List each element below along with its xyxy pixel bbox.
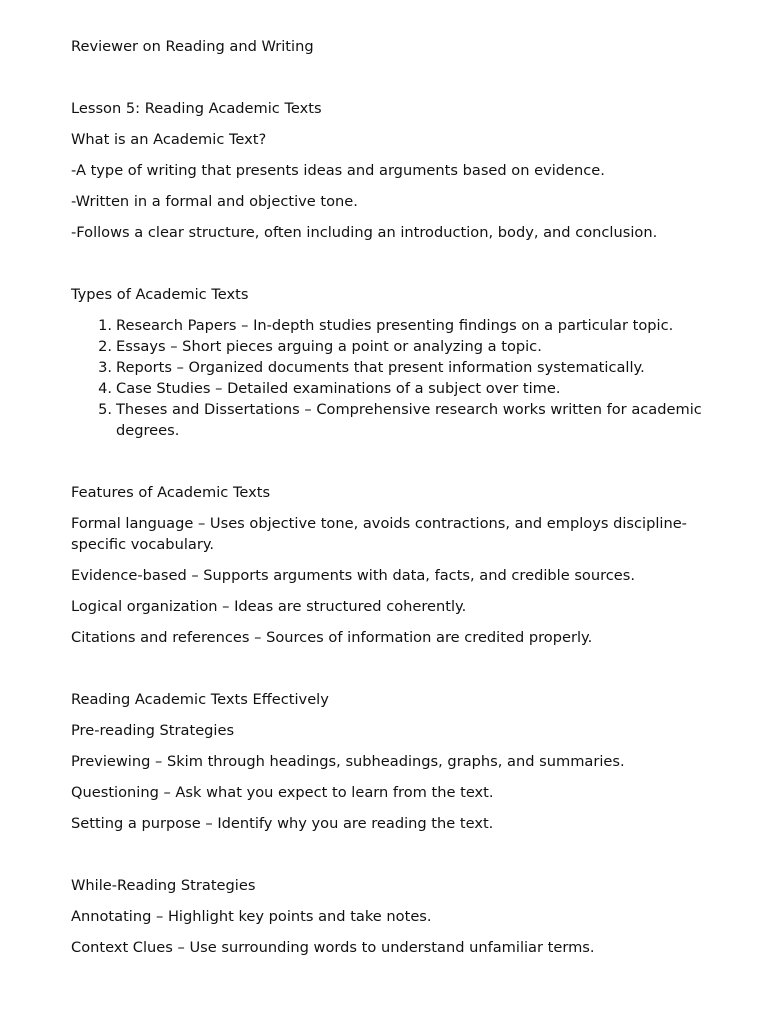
list-text: Reports – Organized documents that present information systematically.	[116, 359, 645, 376]
list-text: Research Papers – In-depth studies presenting findings on a particular topic.	[116, 317, 674, 334]
list-number: 2.	[98, 338, 112, 355]
what-point: -A type of writing that presents ideas and arguments based on evidence.	[71, 162, 605, 179]
list-item	[98, 378, 706, 399]
list-item	[98, 399, 706, 441]
feature-item: Evidence-based – Supports arguments with data, facts, and credible sources.	[71, 567, 636, 584]
what-point: -Written in a formal and objective tone.	[71, 193, 358, 210]
feature-item: Formal language – Uses objective tone, avoids contractions, and employs discipline-specific vocabulary.	[71, 515, 687, 553]
feature-item: Citations and references – Sources of information are credited properly.	[71, 629, 593, 646]
types-heading: Types of Academic Texts	[71, 286, 249, 303]
while-reading-item: Annotating – Highlight key points and take notes.	[71, 908, 432, 925]
list-item	[98, 315, 706, 336]
features-heading: Features of Academic Texts	[71, 484, 271, 501]
types-list	[71, 315, 711, 441]
what-point: -Follows a clear structure, often including an introduction, body, and conclusion.	[71, 224, 658, 241]
list-text: Essays – Short pieces arguing a point or analyzing a topic.	[116, 338, 542, 355]
pre-reading-item: Previewing – Skim through headings, subheadings, graphs, and summaries.	[71, 753, 625, 770]
while-reading-heading: While-Reading Strategies	[71, 877, 256, 894]
document-title: Reviewer on Reading and Writing	[71, 38, 314, 55]
what-heading: What is an Academic Text?	[71, 131, 267, 148]
pre-reading-item: Setting a purpose – Identify why you are reading the text.	[71, 815, 494, 832]
list-number: 5.	[98, 401, 112, 418]
feature-item: Logical organization – Ideas are structured coherently.	[71, 598, 467, 615]
list-text: Case Studies – Detailed examinations of a subject over time.	[116, 380, 561, 397]
list-number: 3.	[98, 359, 112, 376]
reading-heading: Reading Academic Texts Effectively	[71, 691, 329, 708]
list-number: 1.	[98, 317, 112, 334]
pre-reading-heading: Pre-reading Strategies	[71, 722, 235, 739]
while-reading-item: Context Clues – Use surrounding words to understand unfamiliar terms.	[71, 939, 595, 956]
list-number: 4.	[98, 380, 112, 397]
list-text: Theses and Dissertations – Comprehensive research works written for academic degrees.	[116, 401, 702, 439]
lesson-heading: Lesson 5: Reading Academic Texts	[71, 100, 322, 117]
list-item	[98, 336, 706, 357]
list-item	[98, 357, 706, 378]
pre-reading-item: Questioning – Ask what you expect to learn from the text.	[71, 784, 494, 801]
document-page	[71, 36, 711, 958]
